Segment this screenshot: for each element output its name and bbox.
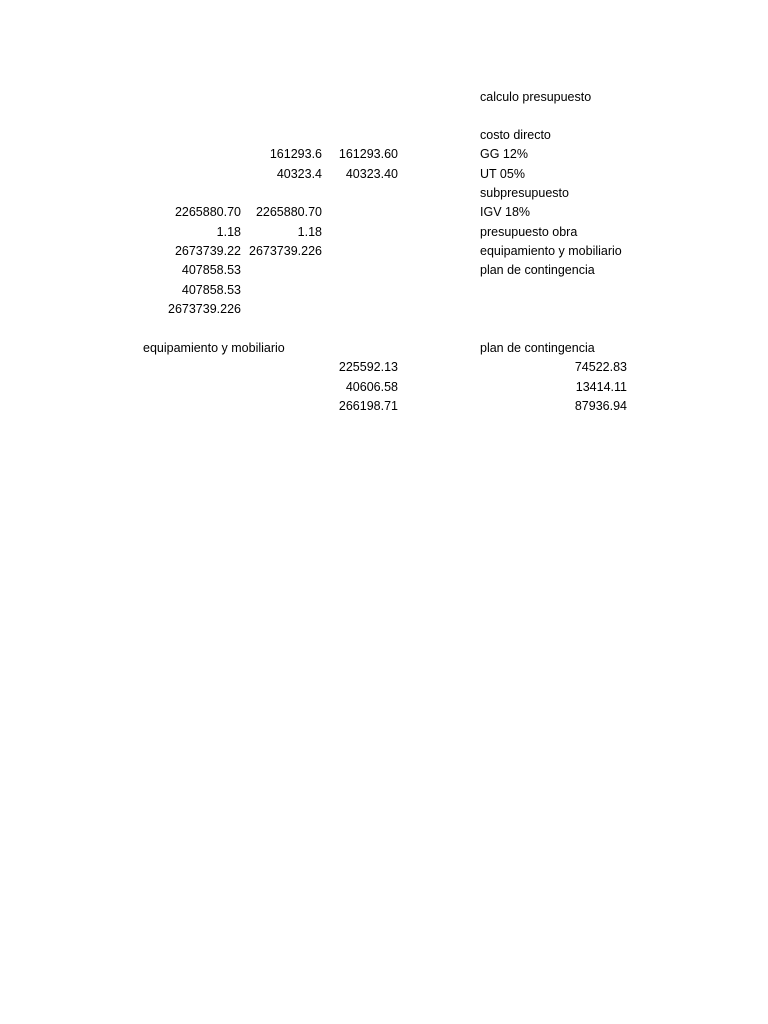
label-ut: UT 05%: [480, 167, 525, 181]
equipamiento-value-b: 2673739.226: [249, 244, 322, 258]
presupuesto-obra-value-a: 1.18: [216, 225, 241, 239]
igv-value-a: 2265880.70: [174, 205, 241, 219]
plan-contingencia-value-a: 407858.53: [181, 263, 241, 277]
equipamiento-section-label: equipamiento y mobiliario: [143, 341, 285, 355]
gg-value-b: 161293.6: [269, 147, 322, 161]
ut-value-b: 40323.4: [276, 167, 322, 181]
label-equipamiento: equipamiento y mobiliario: [480, 244, 622, 258]
label-costo-directo: costo directo: [480, 128, 551, 142]
equipamiento-section-value: 40606.58: [345, 380, 398, 394]
contingencia-section-value: 74522.83: [574, 360, 627, 374]
equipamiento-value-a: 2673739.22: [174, 244, 241, 258]
equipamiento-section-value: 225592.13: [338, 360, 398, 374]
ut-value-c: 40323.40: [345, 167, 398, 181]
label-presupuesto-obra: presupuesto obra: [480, 225, 578, 239]
presupuesto-obra-value-b: 1.18: [297, 225, 322, 239]
contingencia-section-value: 87936.94: [574, 399, 627, 413]
sheet-title: calculo presupuesto: [480, 90, 592, 104]
gg-value-c: 161293.60: [338, 147, 398, 161]
contingencia-section-value: 13414.11: [575, 380, 627, 394]
label-plan-contingencia: plan de contingencia: [480, 263, 595, 277]
extra-value-2: 2673739.226: [168, 302, 241, 316]
igv-value-b: 2265880.70: [255, 205, 322, 219]
extra-value-1: 407858.53: [181, 283, 241, 297]
contingencia-section-label: plan de contingencia: [480, 341, 595, 355]
label-subpresupuesto: subpresupuesto: [480, 186, 569, 200]
equipamiento-section-value: 266198.71: [338, 399, 398, 413]
label-gg: GG 12%: [480, 147, 528, 161]
label-igv: IGV 18%: [480, 205, 531, 219]
